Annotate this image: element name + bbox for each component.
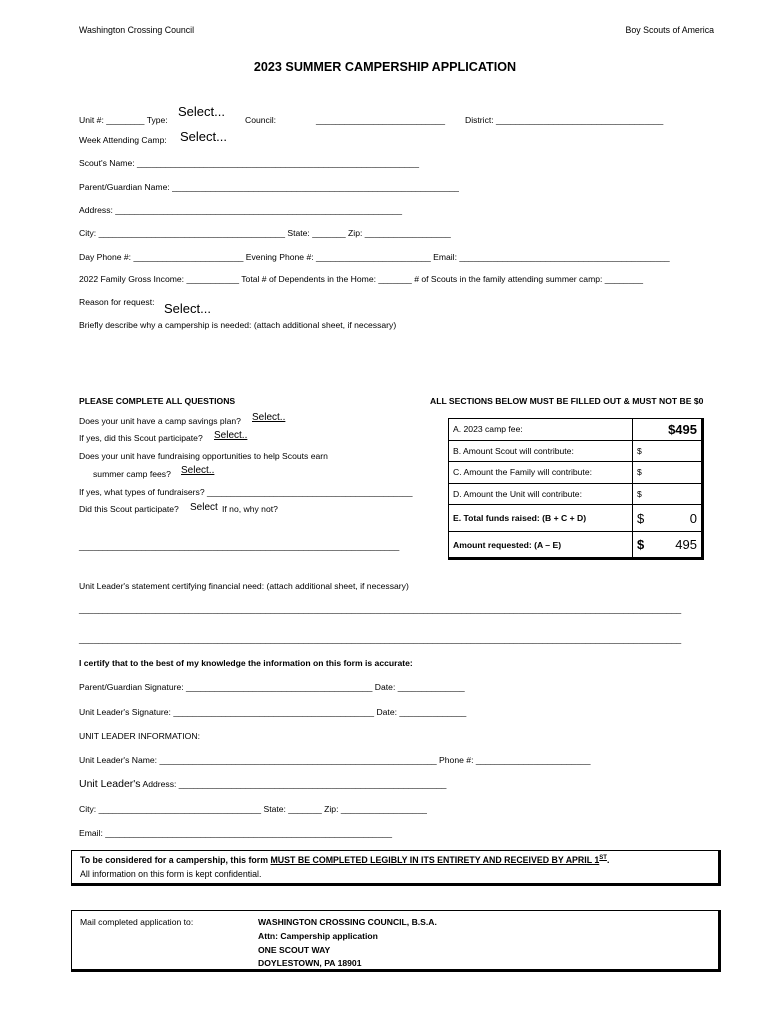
fees-table — [448, 418, 704, 560]
mail-line-2: Attn: Campership application — [258, 931, 378, 941]
confidential-notice: All information on this form is kept confidential. — [80, 869, 262, 879]
request-amount: 495 — [675, 537, 697, 552]
mail-line-4: DOYLESTOWN, PA 18901 — [258, 958, 362, 968]
fee-row-b — [449, 440, 703, 462]
fee-e-amount: 0 — [689, 510, 697, 526]
fee-c-label: C. Amount the Family will contribute: — [449, 462, 633, 484]
savings-plan-question: Does your unit have a camp savings plan? — [79, 416, 241, 426]
participate-select[interactable]: Select.. — [214, 430, 248, 441]
why-not-field[interactable]: ___________________________________________________________________ — [79, 541, 400, 551]
scout-participate-question: Did this Scout participate? — [79, 504, 179, 514]
leader-statement-line-2[interactable]: ______________________________________________________________________________________________________________________________ — [79, 634, 682, 644]
unit-number-field[interactable]: Unit #: ________ Type: — [79, 115, 168, 125]
reason-select[interactable]: Select... — [164, 301, 211, 316]
describe-label: Briefly describe why a campership is needed: (attach additional sheet, if necessary) — [79, 320, 397, 330]
request-label: Amount requested: (A – E) — [449, 532, 633, 559]
fee-row-d — [449, 483, 703, 505]
phone-email-field[interactable]: Day Phone #: _______________________ Evening Phone #: ________________________ Email: ____________________________________________ — [79, 252, 670, 262]
parent-name-field[interactable]: Parent/Guardian Name: ____________________________________________________________ — [79, 182, 459, 192]
fee-c-value[interactable]: $ — [633, 462, 703, 484]
fee-b-value[interactable]: $ — [633, 440, 703, 462]
district-field[interactable]: District: ___________________________________ — [465, 115, 664, 125]
type-select[interactable]: Select... — [178, 104, 225, 119]
leader-name-field[interactable]: Unit Leader's Name: __________________________________________________________ Phone #: ________________________ — [79, 755, 591, 765]
parent-signature-field[interactable]: Parent/Guardian Signature: _______________________________________ Date: ______________ — [79, 682, 465, 692]
questions-heading: PLEASE COMPLETE ALL QUESTIONS — [79, 396, 236, 406]
bsa-header: Boy Scouts of America — [625, 25, 714, 35]
certify-label: I certify that to the best of my knowledge the information on this form is accurate: — [79, 658, 413, 668]
week-select[interactable]: Select... — [180, 129, 227, 144]
address-field[interactable]: Address: ____________________________________________________________ — [79, 205, 403, 215]
deadline-notice-sup: ST — [599, 855, 607, 862]
leader-address-rest: Address: ________________________________________________________ — [142, 779, 447, 789]
council-label: Council: — [245, 115, 277, 125]
week-label: Week Attending Camp: — [79, 135, 167, 145]
fee-row-request — [449, 532, 703, 559]
mail-label: Mail completed application to: — [80, 917, 194, 927]
leader-city-field[interactable]: City: __________________________________ State: _______ Zip: __________________ — [79, 804, 427, 814]
leader-address-field[interactable] — [79, 778, 446, 790]
fees-heading: ALL SECTIONS BELOW MUST BE FILLED OUT & MUST NOT BE $0 — [430, 396, 704, 406]
fundraising-question: Does your unit have fundraising opportunities to help Scouts earn — [79, 451, 328, 461]
leader-info-heading: UNIT LEADER INFORMATION: — [79, 731, 200, 741]
camp-fees-question: summer camp fees? — [93, 469, 171, 479]
mail-line-1: WASHINGTON CROSSING COUNCIL, B.S.A. — [258, 917, 437, 927]
fundraising-select[interactable]: Select.. — [181, 465, 215, 476]
why-not-label: If no, why not? — [222, 504, 278, 514]
fee-row-e — [449, 505, 703, 532]
council-header: Washington Crossing Council — [79, 25, 195, 35]
scout-name-field[interactable]: Scout's Name: ___________________________________________________________ — [79, 158, 419, 168]
fee-row-a — [449, 419, 703, 441]
leader-address-big-label: Unit Leader's — [79, 778, 141, 790]
participate-question: If yes, did this Scout participate? — [79, 433, 203, 443]
mail-box — [71, 910, 721, 972]
deadline-notice — [80, 855, 609, 865]
request-value — [633, 532, 703, 559]
reason-label: Reason for request: — [79, 297, 155, 307]
page-title: 2023 SUMMER CAMPERSHIP APPLICATION — [253, 60, 517, 74]
scout-participate-select[interactable]: Select — [190, 502, 218, 513]
request-dollar: $ — [637, 537, 645, 552]
fee-row-c — [449, 462, 703, 484]
leader-statement-line-1[interactable]: ______________________________________________________________________________________________________________________________ — [79, 604, 682, 614]
savings-plan-select[interactable]: Select.. — [252, 412, 286, 423]
leader-statement-label: Unit Leader's statement certifying financial need: (attach additional sheet, if necessary) — [79, 581, 409, 591]
deadline-notice-pre: To be considered for a campership, this form — [80, 855, 271, 865]
fee-a-value — [633, 419, 703, 441]
fee-a-amount: $495 — [668, 421, 697, 437]
leader-email-field[interactable]: Email: ____________________________________________________________ — [79, 828, 393, 838]
fee-e-label: E. Total funds raised: (B + C + D) — [449, 505, 633, 532]
deadline-notice-box — [71, 850, 721, 886]
city-state-zip-field[interactable]: City: _______________________________________ State: _______ Zip: __________________ — [79, 228, 451, 238]
fee-d-value[interactable]: $ — [633, 483, 703, 505]
fee-e-value — [633, 505, 703, 532]
fundraiser-types-field[interactable]: If yes, what types of fundraisers? ___________________________________________ — [79, 487, 413, 497]
fee-e-dollar: $ — [637, 510, 645, 526]
deadline-notice-underlined: MUST BE COMPLETED LEGIBLY IN ITS ENTIRETY AND RECEIVED BY APRIL 1 — [270, 855, 600, 865]
leader-signature-field[interactable]: Unit Leader's Signature: __________________________________________ Date: ______________ — [79, 707, 467, 717]
fee-b-label: B. Amount Scout will contribute: — [449, 440, 633, 462]
fee-a-label: A. 2023 camp fee: — [449, 419, 633, 441]
council-field[interactable]: ___________________________ — [316, 115, 446, 125]
income-field[interactable]: 2022 Family Gross Income: ___________ Total # of Dependents in the Home: _______ # of Scouts in the family attending summer camp: ________ — [79, 274, 644, 284]
fee-d-label: D. Amount the Unit will contribute: — [449, 483, 633, 505]
mail-line-3: ONE SCOUT WAY — [258, 945, 331, 955]
deadline-notice-end: . — [606, 855, 610, 865]
